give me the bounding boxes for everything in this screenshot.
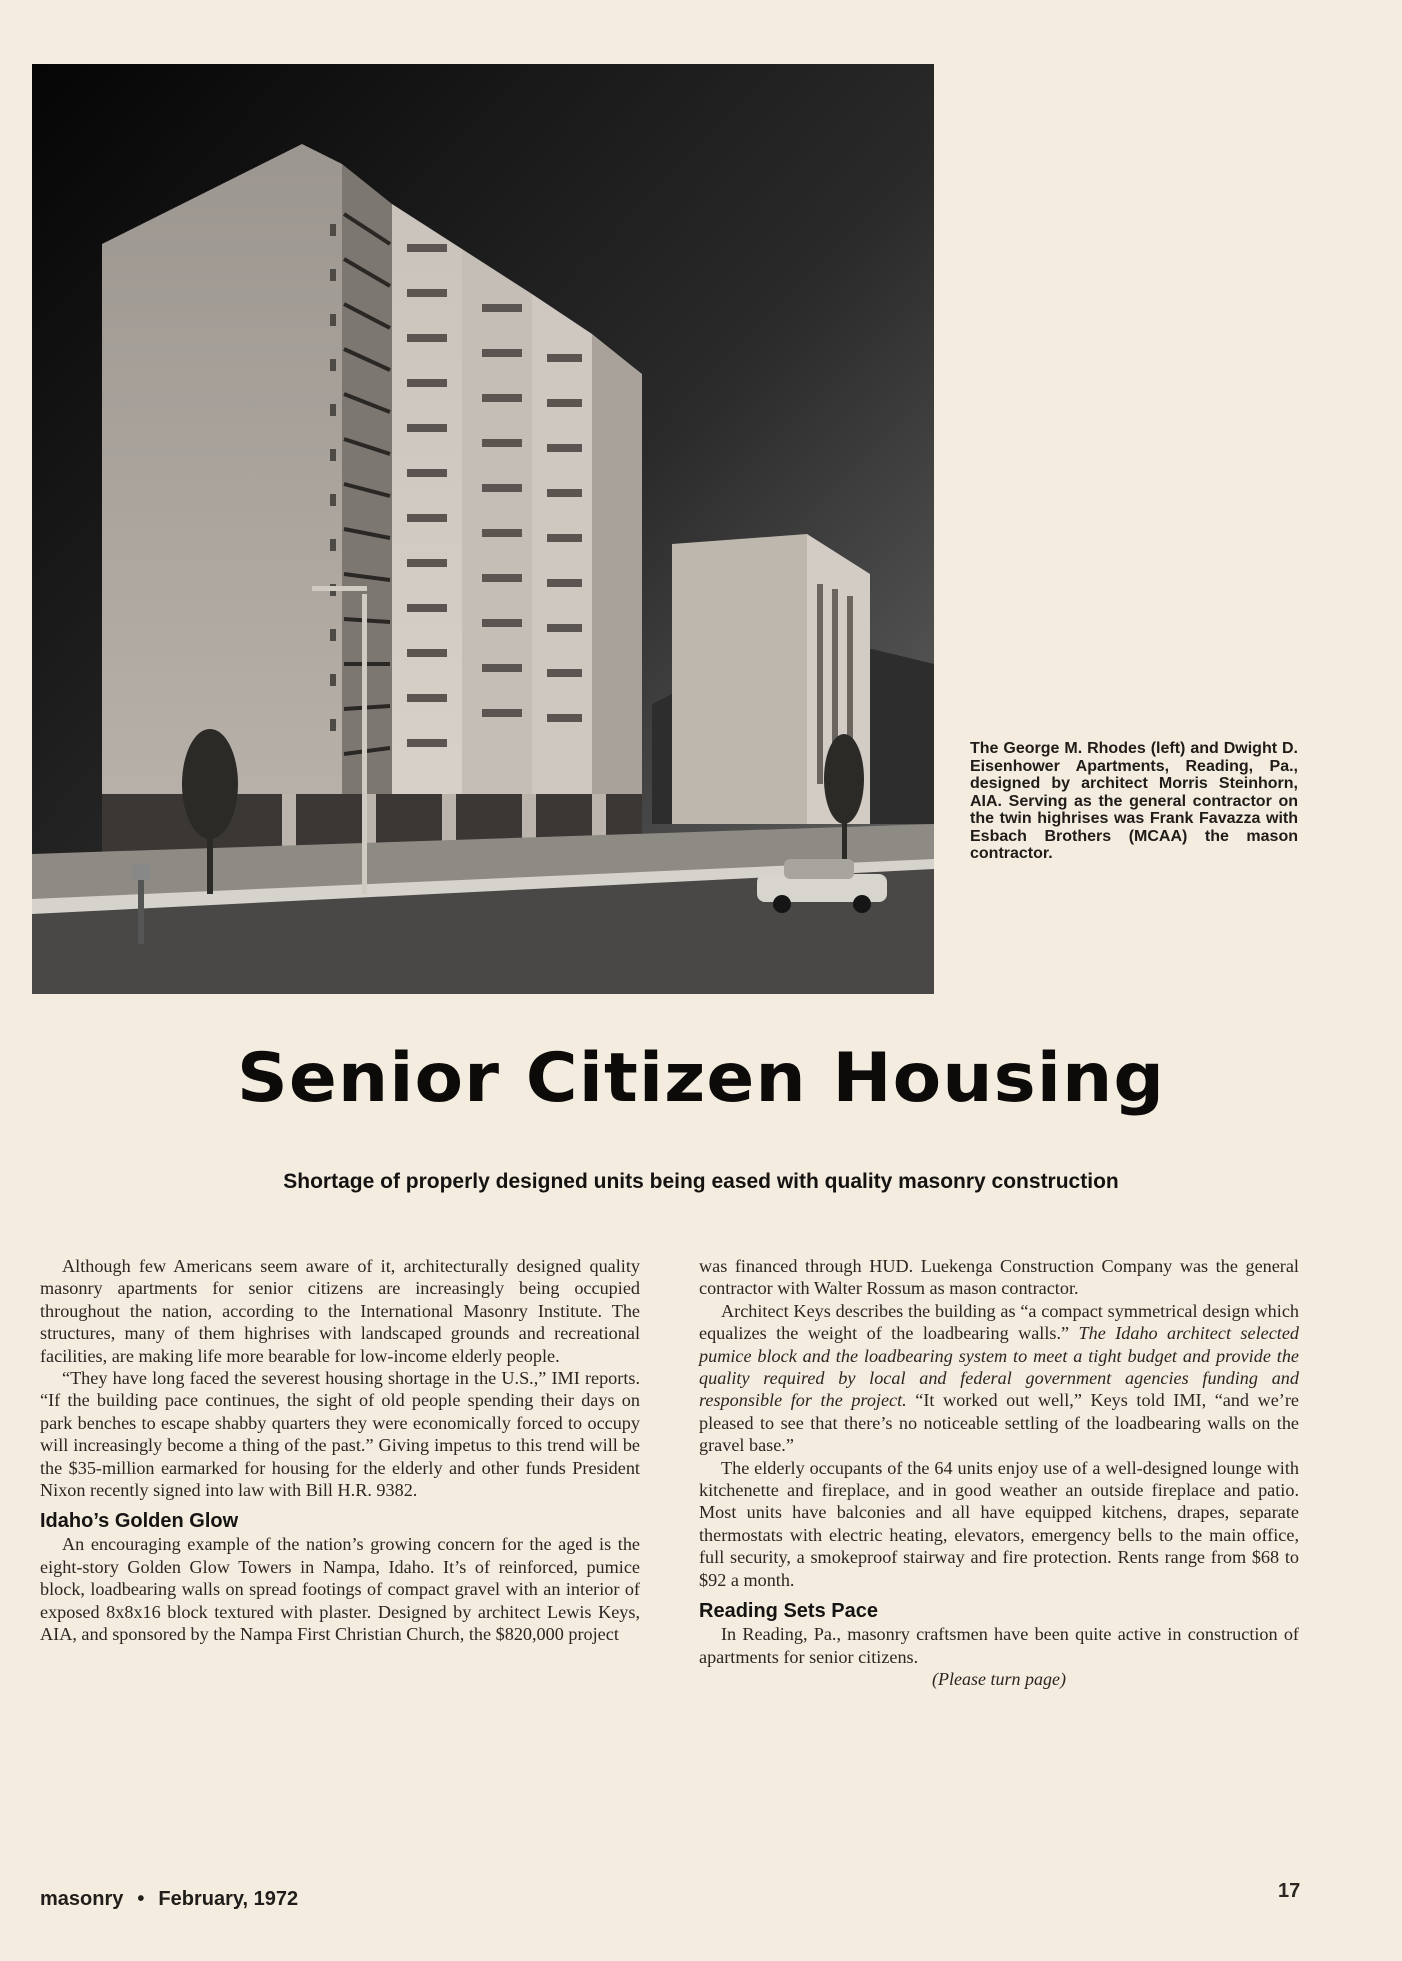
- paragraph: The elderly occupants of the 64 units enjoy use of a well-designed lounge with kitchenette and fireplace, and in good weather an outside fireplace and patio. Most units have balconies and all have equipped kitchens, drapes, separate thermostats with electric heating, elevators, emergency bells to the main office, full security, a smokeproof stairway and fire protection. Rents range from $68 to $92 a month.: [699, 1457, 1299, 1590]
- section-heading-reading: Reading Sets Pace: [699, 1600, 878, 1623]
- paragraph: An encouraging example of the nation’s growing concern for the aged is the eight-story Golden Glow Towers in Nampa, Idaho. It’s of reinforced, pumice block, loadbearing walls on spread footings of compact gravel with an interior of exposed 8x8x16 block textured with plaster. Designed by architect Lewis Keys, AIA, and sponsored by the Nampa First Christian Church, the $820,000 project: [40, 1534, 640, 1645]
- bullet-separator: •: [137, 1888, 145, 1910]
- paragraph: Although few Americans seem aware of it, architecturally designed quality masonry apartments for senior citizens are increasingly being occupied throughout the nation, according to the International Masonry Institute. The structures, many of them highrises with landscaped grounds and recreational facilities, are making life more bearable for low-income elderly people.: [40, 1256, 640, 1366]
- apartment-towers-illustration: [32, 64, 934, 994]
- building-photo: [32, 64, 934, 994]
- paragraph: “They have long faced the severest housing shortage in the U.S.,” IMI reports. “If the building pace continues, the sight of old people spending their days on park benches to escape shabby quarters they were economically forced to occupy will increasingly become a thing of the past.” Giving impetus to this trend will be the $35-million earmarked for housing for the elderly and other funds President Nixon recently signed into law with Bill H.R. 9382.: [40, 1368, 640, 1501]
- publication-name: masonry: [40, 1888, 124, 1910]
- turn-page-note: (Please turn page): [932, 1668, 1066, 1689]
- footer-publication: [40, 1888, 298, 1911]
- left-column: [40, 1255, 640, 1646]
- page-number: 17: [1278, 1880, 1301, 1902]
- issue-date: February, 1972: [158, 1888, 299, 1910]
- paragraph-text: “It worked out well,” Keys told IMI, “and we’re pleased to see that there’s no noticeable settling of the loadbearing walls on the gravel base.”: [699, 1390, 1299, 1456]
- italic-quote: The Idaho architect selected pumice block and the loadbearing system to meet a tight budget and provide the quality required by local and federal government agencies funding and responsible for the project.: [699, 1323, 1299, 1411]
- paragraph: In Reading, Pa., masonry craftsmen have been quite active in construction of apartments for senior citizens.: [699, 1624, 1299, 1667]
- paragraph-text: Architect Keys describes the building as “a compact symmetrical design which equalizes the weight of the loadbearing walls.”: [699, 1300, 1299, 1344]
- paragraph-continued: was financed through HUD. Luekenga Construction Company was the general contractor with Walter Rossum as mason contractor.: [699, 1256, 1299, 1299]
- paragraph: [699, 1300, 1299, 1457]
- right-column: [699, 1255, 1299, 1690]
- article-subhead: Shortage of properly designed units being eased with quality masonry construction: [283, 1170, 1119, 1193]
- photo-caption: The George M. Rhodes (left) and Dwight D. Eisenhower Apartments, Reading, Pa., designed by architect Morris Steinhorn, AIA. Serving as the general contractor on the twin highrises was Frank Favazza with Esbach Brothers (MCAA) the mason contractor.: [970, 740, 1298, 862]
- article-headline: Senior Citizen Housing: [236, 1039, 1166, 1118]
- section-heading-idaho: Idaho’s Golden Glow: [40, 1510, 239, 1533]
